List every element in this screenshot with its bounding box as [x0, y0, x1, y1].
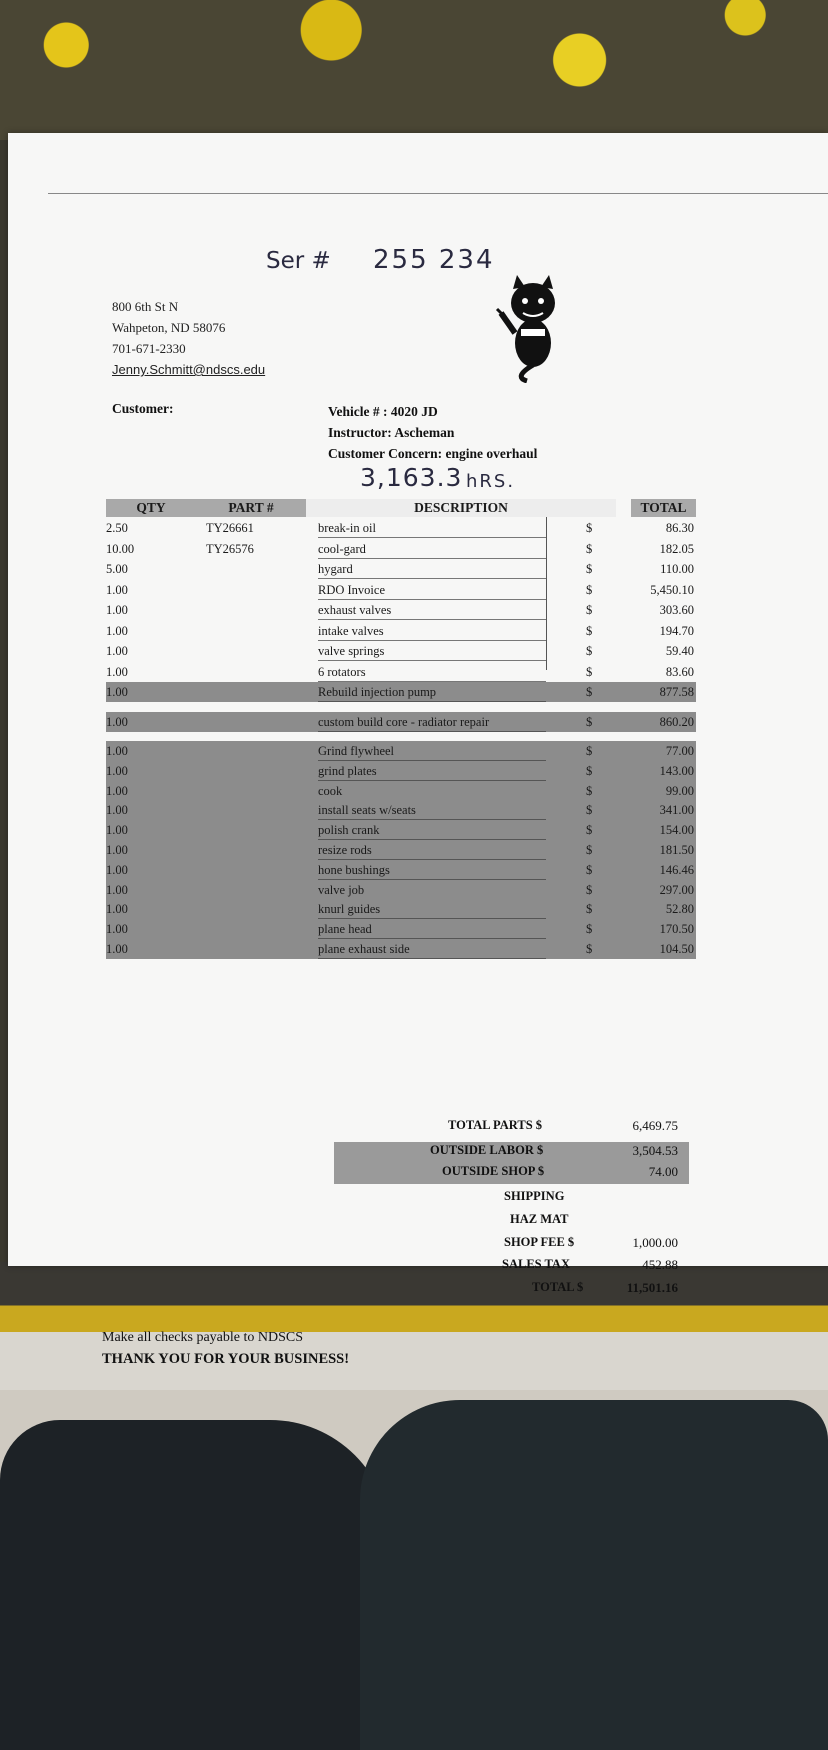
row-dollar-sign: $ [586, 582, 593, 597]
row-description: Rebuild injection pump [318, 682, 546, 702]
invoice-paper [8, 133, 828, 1367]
outside-shop-value: 74.00 [648, 1164, 678, 1179]
vehicle-info [328, 401, 454, 443]
address-street: 800 6th St N [112, 299, 179, 314]
row-description: valve springs [318, 641, 546, 661]
row-qty: 1.00 [106, 603, 128, 617]
row-amount: 52.80 [665, 902, 694, 917]
row-dollar-sign: $ [586, 803, 593, 818]
row-part-number: TY26576 [206, 541, 254, 556]
table-row [106, 741, 696, 761]
row-description: Grind flywheel [318, 741, 546, 761]
row-description: plane exhaust side [318, 939, 546, 959]
row-description: plane head [318, 919, 546, 939]
row-dollar-sign: $ [586, 521, 593, 535]
row-description: custom build core - radiator repair [318, 712, 546, 732]
customer-label: Customer: [112, 401, 174, 416]
row-dollar-sign: $ [586, 862, 593, 877]
row-qty: 5.00 [106, 562, 128, 576]
row-description: break-in oil [318, 518, 546, 538]
row-qty: 1.00 [106, 843, 128, 857]
row-qty: 1.00 [106, 623, 128, 638]
row-amount: 5,450.10 [650, 582, 694, 597]
engine-hours-unit: hRS. [466, 471, 516, 492]
instructor: Instructor: Ascheman [328, 425, 455, 440]
row-qty: 1.00 [106, 644, 128, 658]
row-description: resize rods [318, 840, 546, 860]
row-dollar-sign: $ [586, 715, 593, 729]
table-row [106, 939, 696, 959]
header-part: PART # [196, 499, 306, 517]
row-amount: 86.30 [665, 521, 694, 535]
table-row [106, 600, 696, 620]
total-parts-label: TOTAL PARTS $ [448, 1118, 543, 1132]
row-amount: 104.50 [659, 942, 694, 956]
row-dollar-sign: $ [586, 922, 593, 937]
table-edge [0, 1262, 828, 1332]
row-amount: 146.46 [659, 862, 694, 877]
row-description: hygard [318, 559, 546, 579]
table-row [106, 840, 696, 860]
row-qty: 1.00 [106, 902, 128, 917]
row-description: install seats w/seats [318, 800, 546, 820]
table-row [106, 580, 696, 600]
header-total: TOTAL [631, 499, 696, 517]
row-qty: 1.00 [106, 942, 128, 956]
row-description: cook [318, 781, 546, 801]
row-qty: 1.00 [106, 763, 128, 778]
row-dollar-sign: $ [586, 664, 593, 679]
row-amount: 59.40 [665, 644, 694, 658]
outside-labor-value: 3,504.53 [632, 1143, 678, 1158]
row-amount: 143.00 [659, 763, 694, 778]
shipping-label: SHIPPING [504, 1189, 565, 1203]
row-dollar-sign: $ [586, 541, 593, 556]
table-row [106, 539, 696, 559]
row-qty: 1.00 [106, 882, 128, 897]
jeans-right-leg [360, 1400, 828, 1750]
table-row [106, 860, 696, 880]
row-qty: 1.00 [106, 582, 128, 597]
row-dollar-sign: $ [586, 744, 593, 758]
row-amount: 182.05 [659, 541, 694, 556]
workbench-top [0, 0, 828, 150]
sales-tax-value: 452.88 [642, 1257, 678, 1272]
table-row [106, 899, 696, 919]
table-row [106, 559, 696, 579]
row-part-number: TY26661 [206, 521, 254, 535]
row-amount: 99.00 [665, 783, 694, 798]
serial-label: Ser # [266, 248, 331, 274]
shop-fee-label: SHOP FEE $ [504, 1235, 575, 1249]
row-qty: 10.00 [106, 541, 135, 556]
table-row [106, 518, 696, 538]
row-dollar-sign: $ [586, 562, 593, 576]
row-qty: 1.00 [106, 803, 128, 818]
hazmat-label: HAZ MAT [510, 1212, 569, 1226]
row-qty: 1.00 [106, 783, 128, 798]
row-qty: 1.00 [106, 744, 128, 758]
row-qty: 1.00 [106, 823, 128, 838]
header-description: DESCRIPTION [306, 499, 616, 517]
wildcat-mascot-logo [493, 273, 573, 383]
table-row [106, 781, 696, 801]
engine-hours: 3,163.3 [360, 463, 463, 492]
address-phone: 701-671-2330 [112, 341, 186, 356]
grand-total-label: TOTAL $ [532, 1280, 584, 1294]
row-qty: 1.00 [106, 922, 128, 937]
row-description: 6 rotators [318, 662, 546, 682]
row-description: valve job [318, 880, 546, 900]
vehicle-number: Vehicle # : 4020 JD [328, 404, 438, 419]
top-rule [48, 193, 828, 194]
table-row [106, 820, 696, 840]
row-dollar-sign: $ [586, 644, 593, 658]
table-row [106, 800, 696, 820]
row-qty: 1.00 [106, 862, 128, 877]
row-description: intake valves [318, 621, 546, 641]
row-amount: 341.00 [659, 803, 694, 818]
row-amount: 154.00 [659, 823, 694, 838]
row-amount: 83.60 [665, 664, 694, 679]
row-dollar-sign: $ [586, 623, 593, 638]
row-description: RDO Invoice [318, 580, 546, 600]
row-amount: 77.00 [665, 744, 694, 758]
row-description: polish crank [318, 820, 546, 840]
row-dollar-sign: $ [586, 902, 593, 917]
total-parts-value: 6,469.75 [632, 1118, 678, 1133]
row-description: knurl guides [318, 899, 546, 919]
checks-payable-note: Make all checks payable to NDSCS [102, 1330, 304, 1345]
row-dollar-sign: $ [586, 942, 593, 956]
row-description: cool-gard [318, 539, 546, 559]
table-row [106, 662, 696, 682]
table-row [106, 712, 696, 732]
outside-shop-label: OUTSIDE SHOP $ [442, 1164, 545, 1178]
row-dollar-sign: $ [586, 843, 593, 857]
row-description: hone bushings [318, 860, 546, 880]
grand-total-value: 11,501.16 [626, 1280, 678, 1295]
row-dollar-sign: $ [586, 882, 593, 897]
jeans-left-leg [0, 1420, 390, 1750]
row-qty: 1.00 [106, 664, 128, 679]
row-qty: 1.00 [106, 685, 128, 699]
thank-you-note: THANK YOU FOR YOUR BUSINESS! [102, 1351, 350, 1367]
row-dollar-sign: $ [586, 603, 593, 617]
row-amount: 194.70 [659, 623, 694, 638]
table-row [106, 880, 696, 900]
address-city: Wahpeton, ND 58076 [112, 320, 226, 335]
header-qty: QTY [106, 499, 196, 517]
outside-labor-label: OUTSIDE LABOR $ [430, 1143, 544, 1157]
sales-tax-label: SALES TAX [502, 1257, 570, 1271]
row-amount: 303.60 [659, 603, 694, 617]
table-row [106, 621, 696, 641]
row-amount: 860.20 [659, 715, 694, 729]
shop-fee-value: 1,000.00 [632, 1235, 678, 1250]
row-dollar-sign: $ [586, 685, 593, 699]
table-row [106, 641, 696, 661]
row-amount: 170.50 [659, 922, 694, 937]
table-row [106, 919, 696, 939]
row-qty: 2.50 [106, 521, 128, 535]
row-description: grind plates [318, 761, 546, 781]
row-qty: 1.00 [106, 715, 128, 729]
row-dollar-sign: $ [586, 823, 593, 838]
row-amount: 297.00 [659, 882, 694, 897]
row-dollar-sign: $ [586, 763, 593, 778]
row-amount: 877.58 [659, 685, 694, 699]
serial-number: 255 234 [373, 245, 495, 275]
table-row [106, 682, 696, 702]
table-row [106, 761, 696, 781]
row-dollar-sign: $ [586, 783, 593, 798]
school-address [112, 296, 265, 380]
row-amount: 110.00 [660, 562, 694, 576]
row-description: exhaust valves [318, 600, 546, 620]
address-email[interactable]: Jenny.Schmitt@ndscs.edu [112, 362, 266, 377]
row-amount: 181.50 [659, 843, 694, 857]
customer-concern: Customer Concern: engine overhaul [328, 446, 538, 461]
